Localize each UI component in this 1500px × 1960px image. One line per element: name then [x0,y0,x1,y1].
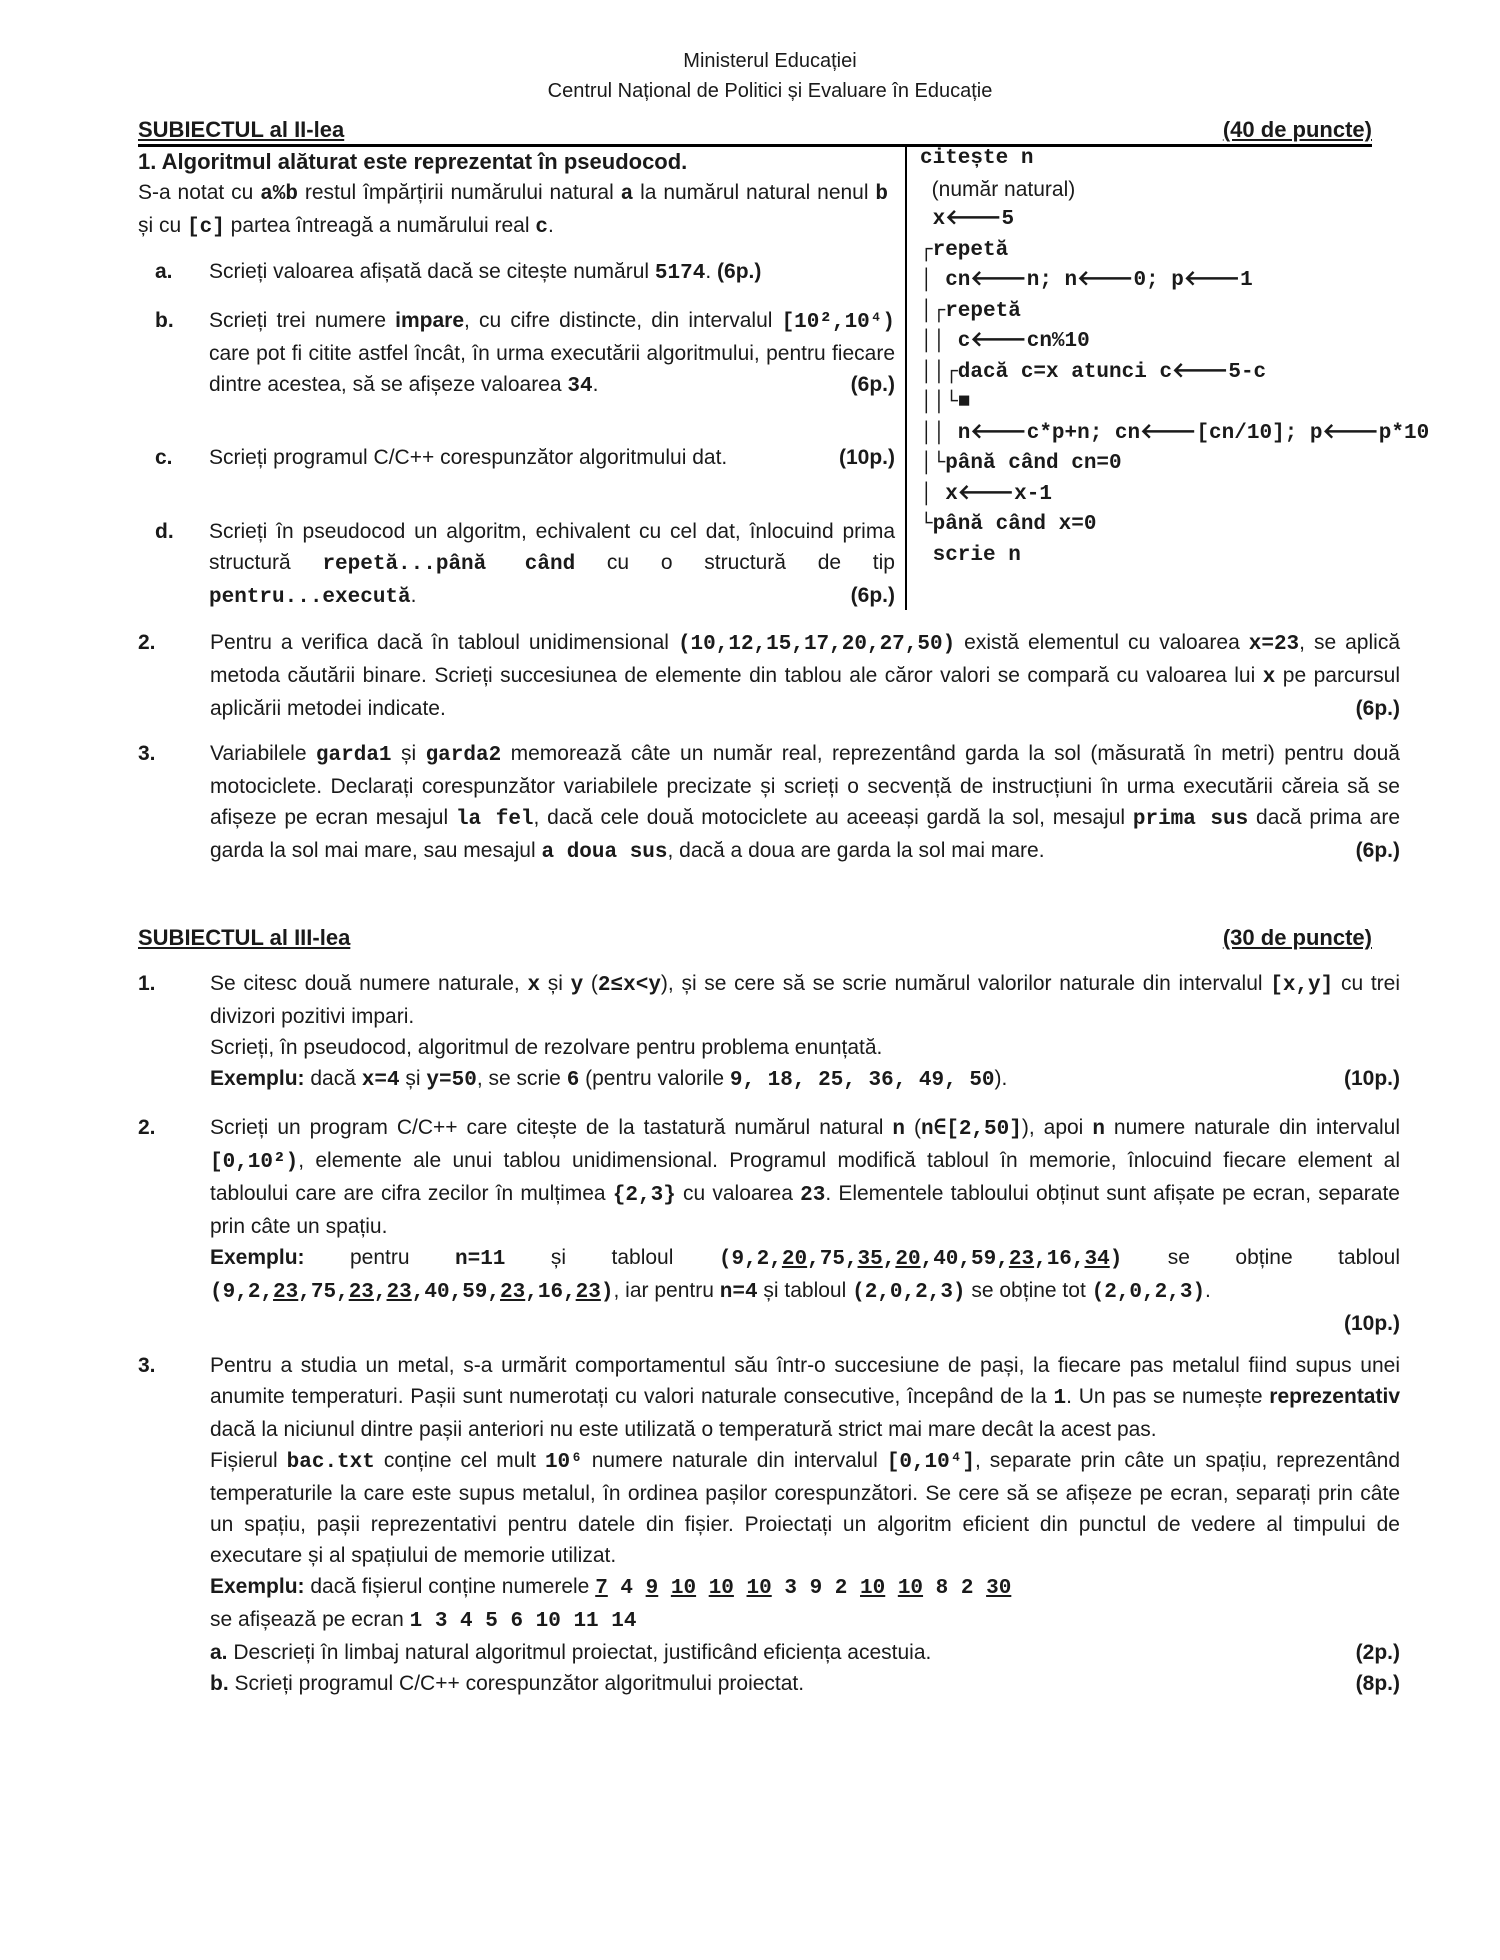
code-line: x🡐5 [920,208,1015,231]
array-value: 23 [500,1281,526,1304]
section-3-title: SUBIECTUL al III-lea [138,925,351,950]
array-value: 75 [819,1248,845,1271]
pseudocode-block [920,144,1430,571]
s2-q1-intro: S-a notat cu a%b restul împărțirii numărului natural a la numărul natural nenul b și cu [c] partea întreagă a numărului real c. [138,181,888,239]
array-value: 2 [834,1577,848,1600]
array-value: 4 [620,1577,634,1600]
code-line: │ cn🡐n; n🡐0; p🡐1 [920,269,1253,292]
pseudocode-divider [905,146,907,610]
code-line: │┌repetă [920,299,1021,323]
section-3-heading [138,924,1372,952]
array-value: 23 [386,1281,412,1304]
code-line: citește n [920,147,1034,170]
array-value: 10 [670,1577,697,1600]
code-line: ││ n🡐c*p+n; cn🡐[cn/10]; p🡐p*10 [920,421,1430,445]
array-value: 10 [860,1577,886,1600]
array-value: 16 [537,1281,564,1304]
array-value: 30 [986,1577,1012,1600]
code-line: ││└■ [920,391,971,414]
document-header [0,46,1500,106]
array-value: 40 [933,1248,959,1271]
section-2-points: (40 de puncte) [1222,117,1372,142]
code-line: ││┌dacă c=x atunci c🡐5-c [920,360,1267,384]
example-array-input: (9,2,20,75,35,20,40,59,23,16,34) [718,1248,1123,1271]
array-value: 23 [348,1281,374,1304]
array-value: 9 [731,1248,745,1271]
section-2-title: SUBIECTUL al II-lea [138,117,345,142]
array-value: 16 [1046,1248,1072,1271]
array-value: 59 [462,1281,488,1304]
section-2-heading [138,116,1372,147]
array-value: 9 [222,1281,236,1304]
array-value: 59 [971,1248,997,1271]
example-array-output: (9,2,23,75,23,23,40,59,23,16,23) [210,1281,614,1304]
array-value: 23 [273,1281,299,1304]
array-value: 10 [897,1577,924,1600]
code-line: (număr natural) [920,177,1076,201]
s2-q1-title: 1. Algoritmul alăturat este reprezentat în pseudocod. [138,149,688,174]
code-line: │└până când cn=0 [920,452,1122,475]
array-value: 8 [935,1577,949,1600]
array-value: 20 [895,1248,921,1271]
example-temperatures [595,1577,1011,1600]
code-line: ││ c🡐cn%10 [920,330,1090,353]
array-value: 10 [708,1577,734,1600]
array-value: 9 [809,1577,823,1600]
array-value: 23 [575,1281,601,1304]
code-line: │ x🡐x-1 [920,482,1052,506]
array-value: 35 [857,1248,883,1271]
array-value: 3 [784,1577,797,1600]
array-value: 23 [1008,1248,1035,1271]
code-line: ┌repetă [920,238,1009,262]
center-name: Centrul Național de Politici și Evaluare în Educație [547,80,993,102]
code-line: └până când x=0 [920,513,1097,536]
array-value: 75 [310,1281,337,1304]
array-value: 40 [424,1281,450,1304]
array-value: 9 [645,1577,659,1600]
array-value: 20 [781,1248,808,1271]
array-value: 2 [756,1248,770,1271]
ministry-name: Ministerul Educației [683,50,857,72]
array-value: 7 [595,1577,608,1600]
array-value: 10 [746,1577,772,1600]
array-value: 2 [247,1281,261,1304]
array-value: 34 [1084,1248,1110,1271]
code-line: scrie n [920,543,1021,567]
section-3-points: (30 de puncte) [1222,925,1372,950]
array-value: 2 [960,1577,974,1600]
